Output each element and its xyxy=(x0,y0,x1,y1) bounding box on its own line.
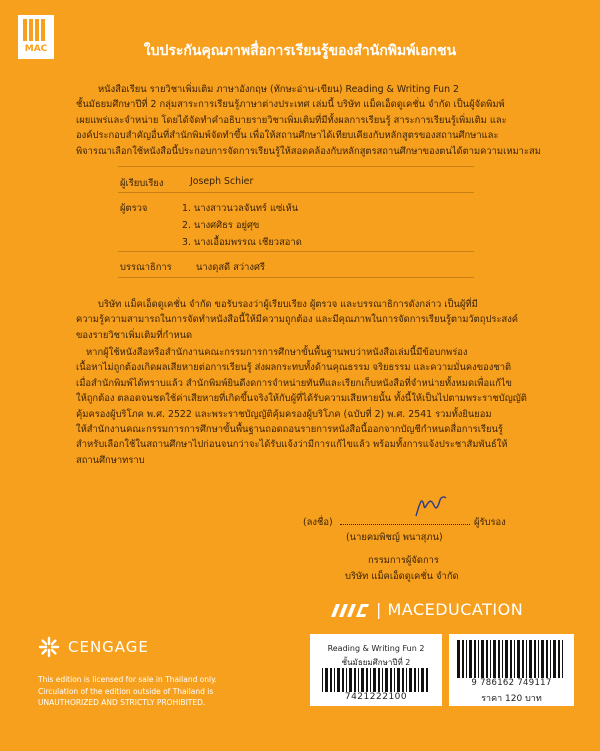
editor-name: นางดุสดี สว่างศรี xyxy=(196,262,265,273)
handwritten-signature xyxy=(410,492,450,522)
liability-paragraph xyxy=(76,345,556,468)
divider xyxy=(118,192,474,193)
certification-paragraph xyxy=(76,297,556,343)
liability-line: เมื่อสำนักพิมพ์ได้ทราบแล้ว สำนักพิมพ์ยินดีงดการจำหน่ายทันทีและเรียกเก็บหนังสือที่จำหน่ายทั้งหมดเพื่อแก้ไข xyxy=(76,377,512,389)
book-grade: ชั้นมัธยมศึกษาปีที่ 2 xyxy=(341,658,411,667)
isbn-barcode-number: 9 786162 749117 xyxy=(471,678,552,688)
cengage-mark-icon xyxy=(38,636,60,658)
license-line: UNAUTHORIZED AND STRICTLY PROHIBITED. xyxy=(38,698,206,707)
intro-line: หนังสือเรียน รายวิชาเพิ่มเติม ภาษาอังกฤษ (ทักษะอ่าน-เขียน) Reading & Writing Fun 2 xyxy=(98,84,460,95)
license-notice xyxy=(38,674,217,709)
cert-line: ของรายวิชาเพิ่มเติมที่กำหนด xyxy=(76,329,193,341)
book-info-box xyxy=(310,634,442,706)
book-barcode-number: 7421222100 xyxy=(344,692,408,702)
signer-position: กรรมการผู้จัดการ xyxy=(368,555,439,566)
liability-line: เนื้อหาไม่ถูกต้องเกิดผลเสียหายต่อการเรียนรู้ ส่งผลกระทบทั้งด้านคุณธรรม จริยธรรม และความมั่นคงของชาติ xyxy=(76,362,512,374)
intro-line: เผยแพร่และจำหน่าย โดยได้จัดทำคำอธิบายรายวิชาเพิ่มเติมที่มีทั้งผลการเรียนรู้ สาระการเรียนรู้เพิ่มเติม และ xyxy=(76,114,507,126)
signature-line xyxy=(340,524,470,525)
liability-line: ให้ถูกต้อง ตลอดจนชดใช้ค่าเสียหายที่เกิดขึ้นจริงให้กับผู้ที่ได้รับความเสียหายนั้น ทั้งนี้ให้เป็นไปตามพระราชบัญญัติ xyxy=(76,393,527,405)
signer-company: บริษัท แม็คเอ็ดดูเคชั่น จำกัด xyxy=(345,571,459,582)
liability-line: คุ้มครองผู้บริโภค พ.ศ. 2522 และพระราชบัญญัติคุ้มครองผู้บริโภค (ฉบับที่ 2) พ.ศ. 2541 รวมทั้งยินยอม xyxy=(76,408,492,420)
intro-paragraph xyxy=(76,82,556,159)
divider xyxy=(118,251,474,252)
license-line: This edition is licensed for sale in Thailand only. xyxy=(38,675,217,684)
author-label: ผู้เรียบเรียง xyxy=(120,178,164,189)
liability-line: สถานศึกษาทราบ xyxy=(76,454,145,466)
isbn-barcode xyxy=(457,640,566,678)
price-label: ราคา 120 บาท xyxy=(481,694,542,704)
divider xyxy=(118,277,474,278)
page-title: ใบประกันคุณภาพสื่อการเรียนรู้ของสำนักพิมพ์เอกชน xyxy=(143,43,457,59)
liability-line: หากผู้ใช้หนังสือหรือสำนักงานคณะกรรมการการศึกษาขั้นพื้นฐานพบว่าหนังสือเล่มนี้มีข้อบกพร่อง xyxy=(86,347,468,358)
divider xyxy=(118,166,474,167)
book-title: Reading & Writing Fun 2 xyxy=(327,644,425,653)
author-name: Joseph Schier xyxy=(190,176,254,187)
maceducation-logo xyxy=(330,600,523,619)
signer-name: (นายคมพิชญ์ พนาสุภน) xyxy=(346,532,443,543)
isbn-price-box xyxy=(449,634,574,706)
book-barcode xyxy=(322,668,430,692)
intro-line: พิจารณาเลือกใช้หนังสือนี้ประกอบการจัดการเรียนรู้ให้สอดคล้องกับหลักสูตรสถานศึกษาของตนได้ตามความเหมาะสม xyxy=(76,145,541,157)
maceducation-text: | MACEDUCATION xyxy=(376,600,524,619)
logo-text: MAC xyxy=(24,44,48,54)
cert-line: ความรู้ความสามารถในการจัดทำหนังสือนี้ให้มีความถูกต้อง และมีคุณภาพในการจัดการเรียนรู้ตามวัตถุประสงค์ xyxy=(76,314,519,326)
mac-mark-icon xyxy=(330,602,370,618)
intro-line: องค์ประกอบสำคัญอื่นที่สำนักพิมพ์จัดทำขึ้น เพื่อให้สถานศึกษาได้เทียบเคียงกับหลักสูตรของสถานศึกษาและ xyxy=(76,130,499,142)
reviewer-2: 2. นางศศิธร อยู่ศุข xyxy=(182,220,260,231)
license-line: Circulation of the edition outside of Thailand is xyxy=(38,686,214,696)
editor-label: บรรณาธิการ xyxy=(120,262,172,273)
cert-line: บริษัท แม็คเอ็ดดูเคชั่น จำกัด ขอรับรองว่าผู้เรียบเรียง ผู้ตรวจ และบรรณาธิการดังกล่าว เป็นผู้ที่มี xyxy=(98,299,478,310)
reviewer-3: 3. นางเอื้อมพรรณ เชียวสอาด xyxy=(182,237,302,248)
sign-prefix: (ลงชื่อ) xyxy=(303,517,333,528)
intro-line: ชั้นมัธยมศึกษาปีที่ 2 กลุ่มสาระการเรียนรู้ภาษาต่างประเทศ เล่มนี้ บริษัท แม็คเอ็ดดูเคชั่น จำกัด เป็นผู้จัดพิมพ์ xyxy=(76,99,505,111)
cengage-text: CENGAGE xyxy=(68,638,149,656)
reviewer-1: 1. นางสาวนวลจันทร์ แซ่เห้น xyxy=(182,203,299,214)
liability-line: ให้สำนักงานคณะกรรมการการศึกษาขั้นพื้นฐานถอดถอนรายการหนังสือนี้ออกจากบัญชีกำหนดสื่อการเรียนรู้ xyxy=(76,424,503,436)
cengage-logo xyxy=(38,636,149,658)
reviewers-label: ผู้ตรวจ xyxy=(120,203,148,214)
logo-bars-icon xyxy=(23,19,45,41)
sign-suffix: ผู้รับรอง xyxy=(474,517,506,528)
liability-line: สำหรับเลือกใช้ในสถานศึกษาไปก่อนจนกว่าจะได้รับแจ้งว่ามีการแก้ไขแล้ว พร้อมทั้งการแจ้งประชาสัมพันธ์ให้ xyxy=(76,439,508,451)
